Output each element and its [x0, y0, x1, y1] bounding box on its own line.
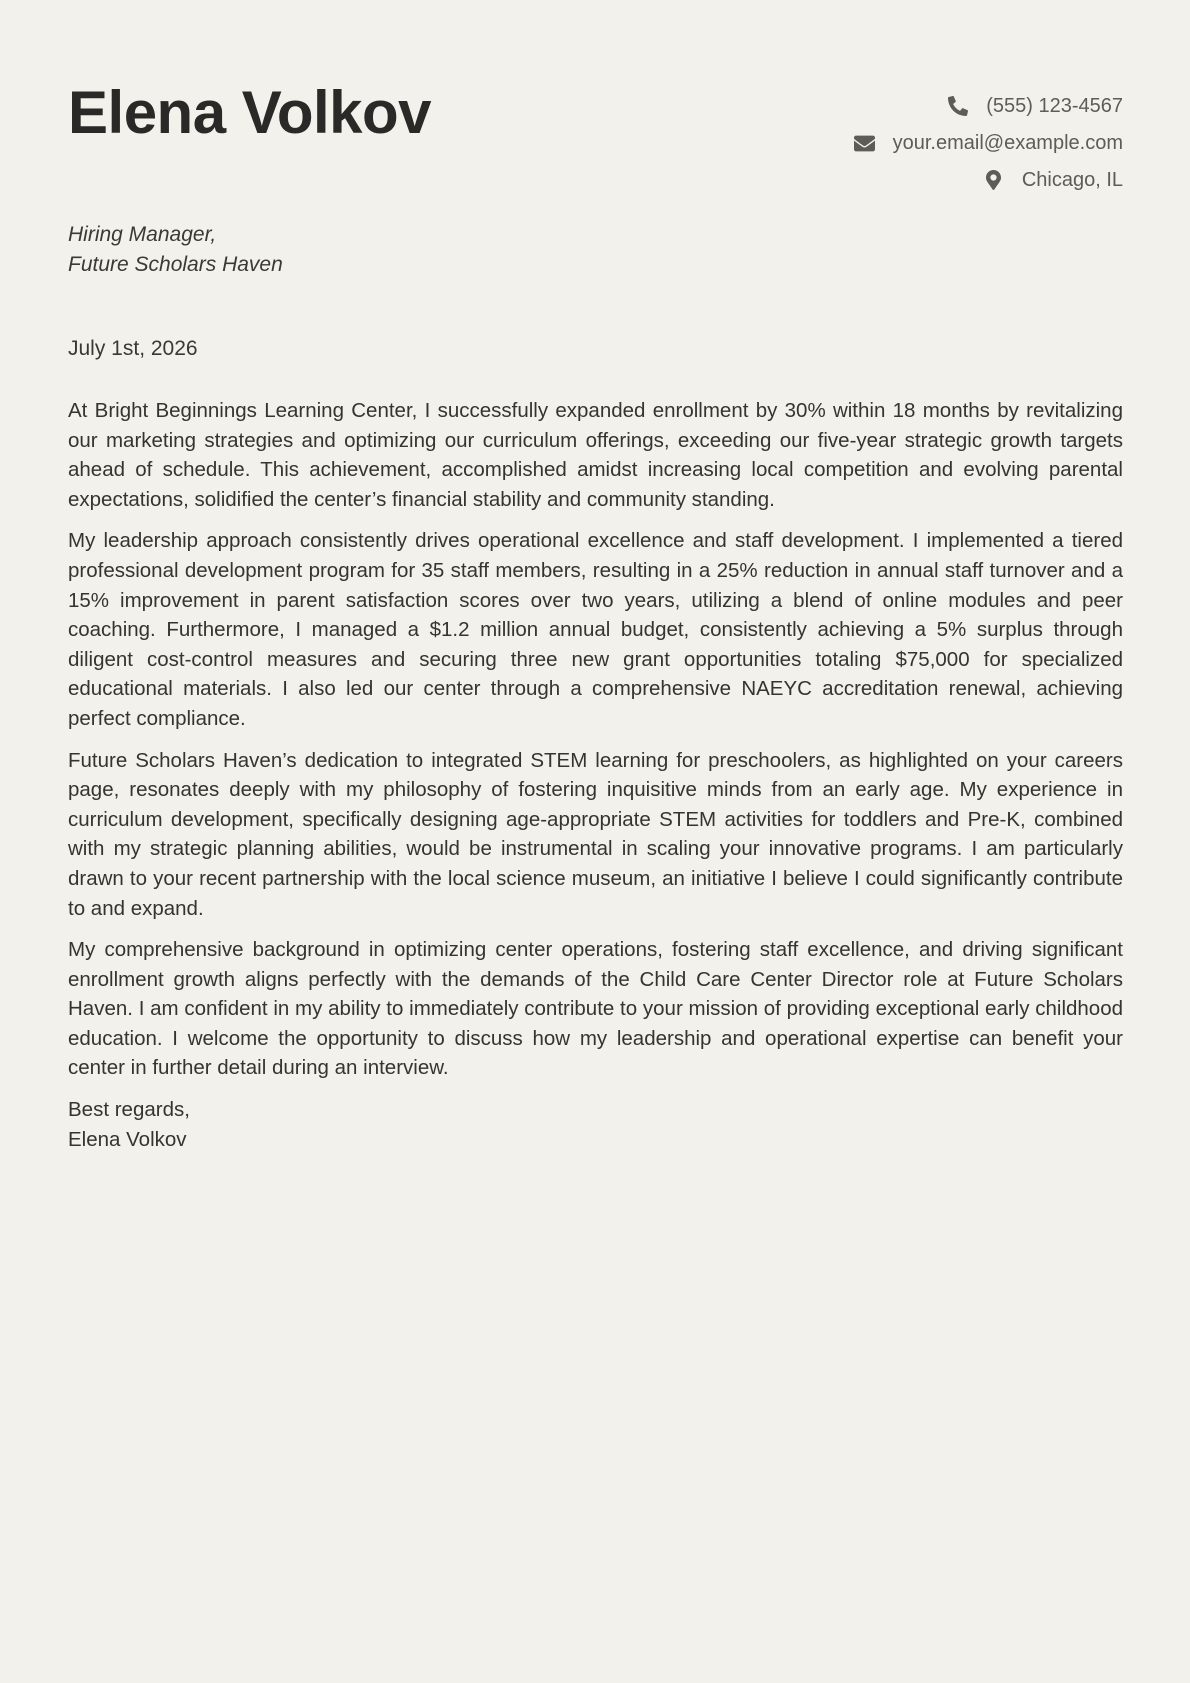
letter-body — [68, 396, 1123, 1154]
phone-icon — [947, 95, 969, 117]
recipient-company: Future Scholars Haven — [68, 253, 283, 276]
applicant-name: Elena Volkov — [68, 79, 432, 146]
letter-date: July 1st, 2026 — [68, 337, 198, 360]
contact-email-row — [854, 131, 1123, 155]
contact-location: Chicago, IL — [1021, 169, 1123, 191]
envelope-icon — [854, 132, 876, 154]
body-paragraph-3: Future Scholars Haven’s dedication to integrated STEM learning for preschoolers, as highlighted on your careers page, resonates deeply with my philosophy of fostering inquisitive minds from an early age. My experience in curriculum development, specifically designing age-appropriate STEM activities for toddlers and Pre-K, combined with my strategic planning abilities, would be instrumental in scaling your innovative programs. I am particularly drawn to your recent partnership with the local science museum, an initiative I believe I could significantly contribute to and expand. — [68, 748, 1123, 920]
contact-phone-row — [947, 94, 1123, 118]
closing-salutation: Best regards, — [68, 1098, 190, 1122]
body-paragraph-2: My leadership approach consistently drives operational excellence and staff development. I implemented a tiered professional development program for 35 staff members, resulting in a 25% reduction in annual staff turnover and a 15% improvement in parent satisfaction scores over two years, utilizing a blend of online modules and peer coaching. Furthermore, I managed a $1.2 million annual budget, consistently achieving a 5% surplus through diligent cost-control measures and securing three new grant opportunities totaling $75,000 for specialized educational materials. I also led our center through a comprehensive NAEYC accreditation renewal, achieving perfect compliance. — [68, 529, 1123, 730]
contact-email: your.email@example.com — [892, 132, 1123, 154]
closing-block — [68, 1095, 1123, 1154]
cover-letter-page — [68, 0, 1123, 1683]
map-pin-icon — [983, 169, 1005, 191]
body-paragraph-4: My comprehensive background in optimizing center operations, fostering staff excellence, and driving significant enrollment growth aligns perfectly with the demands of the Child Care Center Director role at Future Scholars Haven. I am confident in my ability to immediately contribute to your mission of providing exceptional early childhood education. I welcome the opportunity to discuss how my leadership and operational expertise can benefit your center in further detail during an interview. — [68, 938, 1123, 1080]
recipient-block — [68, 220, 283, 280]
closing-signature: Elena Volkov — [68, 1127, 187, 1151]
contact-block — [854, 94, 1123, 192]
body-paragraph-1: At Bright Beginnings Learning Center, I successfully expanded enrollment by 30% within 18 months by revitalizing our marketing strategies and optimizing our curriculum offerings, exceeding our five-year strategic growth targets ahead of schedule. This achievement, accomplished amidst increasing local competition and evolving parental expectations, solidified the center’s financial stability and community standing. — [68, 399, 1123, 511]
contact-phone: (555) 123-4567 — [986, 95, 1123, 117]
recipient-title: Hiring Manager, — [68, 223, 217, 246]
contact-location-row — [983, 168, 1123, 192]
